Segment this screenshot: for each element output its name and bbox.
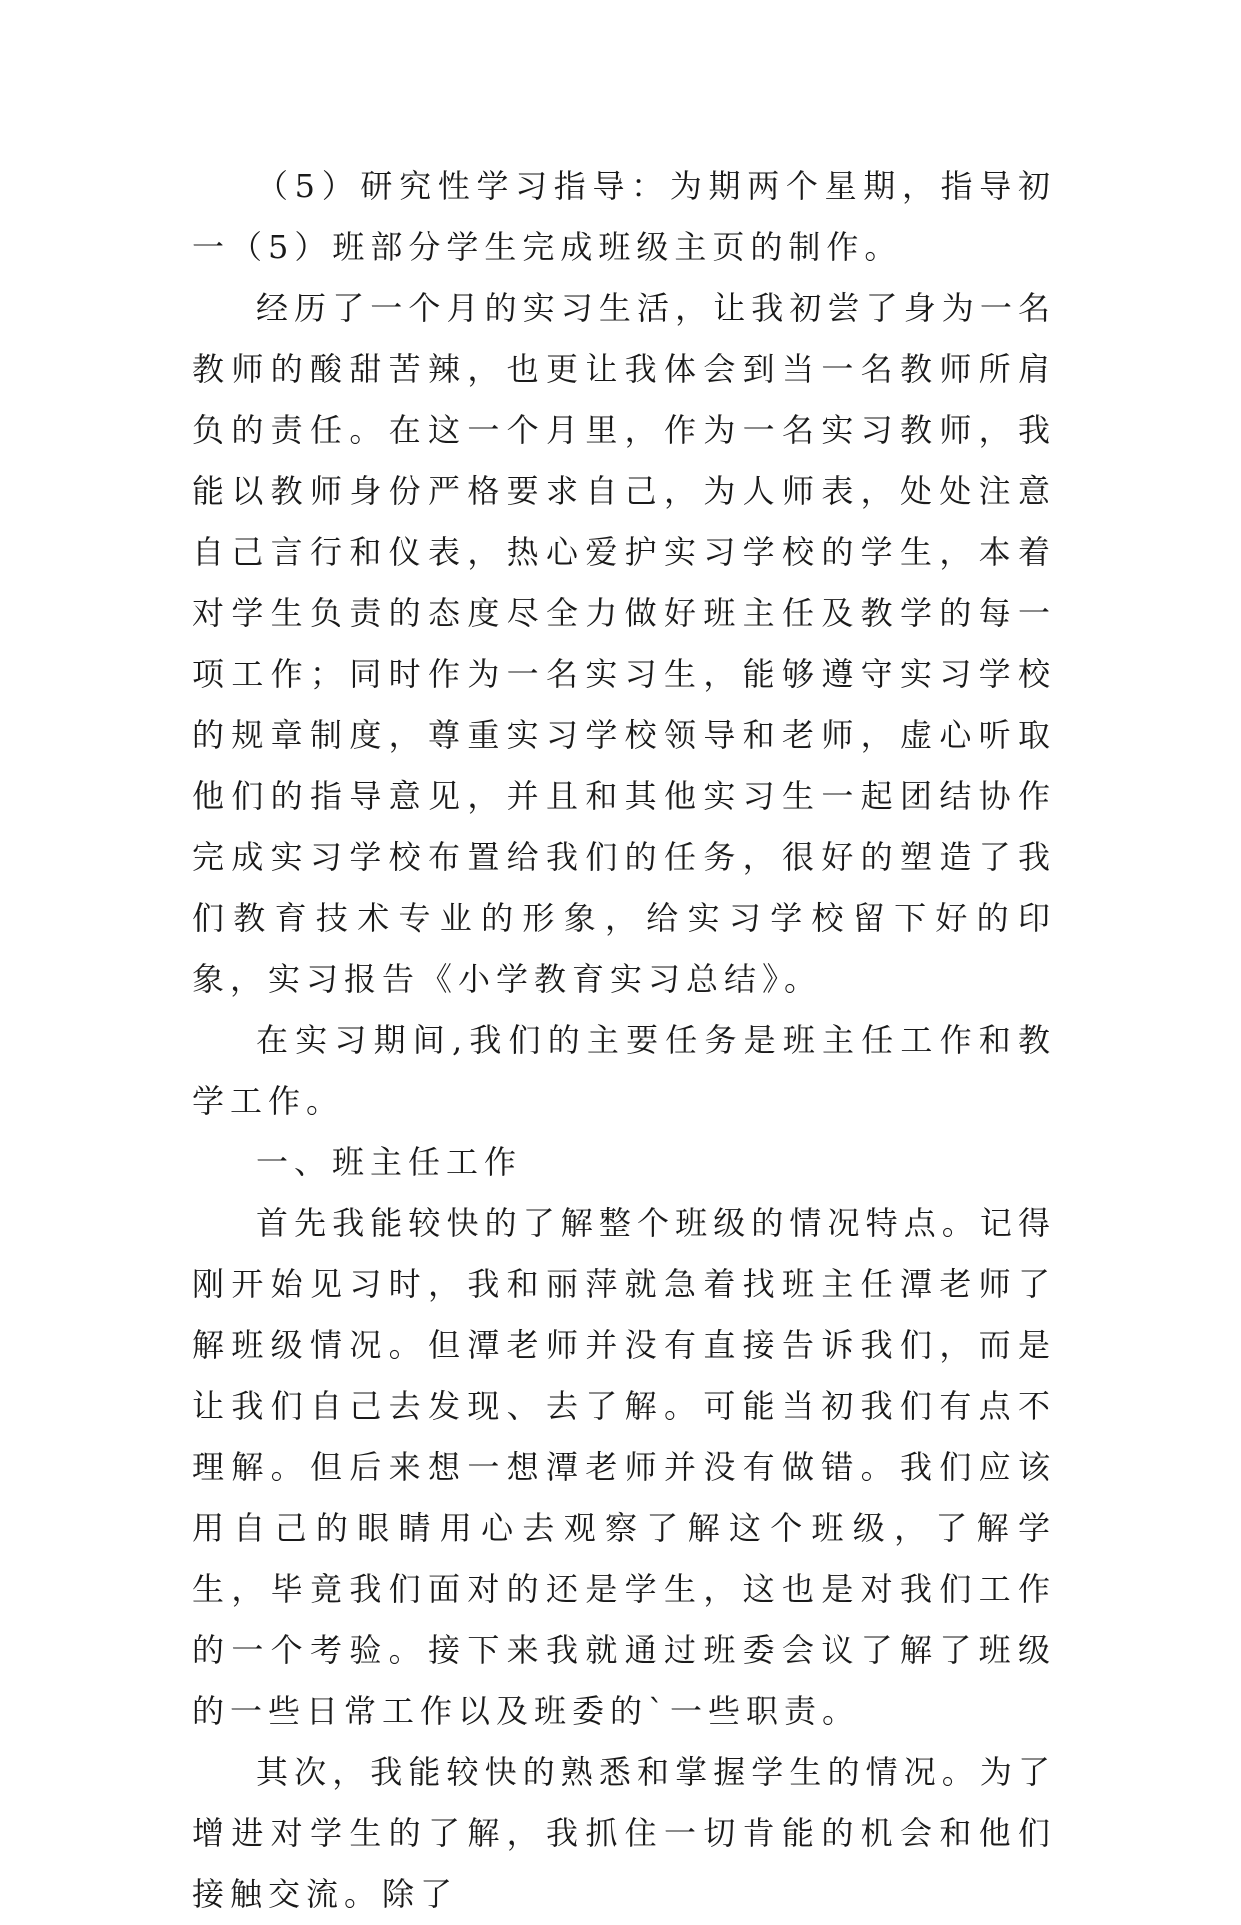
paragraph-internship-reflection: 经历了一个月的实习生活，让我初尝了身为一名教师的酸甜苦辣，也更让我体会到当一名教师所肩负的责任。在这一个月里，作为一名实习教师，我能以教师身份严格要求自己，为人师表，处处注意自己言行和仪表，热心爱护实习学校的学生，本着对学生负责的态度尽全力做好班主任及教学的每一项工作；同时作为一名实习生，能够遵守实习学校的规章制度，尊重实习学校领导和老师，虚心听取他们的指导意见，并且和其他实习生一起团结协作完成实习学校布置给我们的任务，很好的塑造了我们教育技术专业的形象，给实习学校留下好的印象，实习报告《小学教育实习总结》。 — [192, 289, 1056, 998]
paragraph-understanding-class: 首先我能较快的了解整个班级的情况特点。记得刚开始见习时，我和丽萍就急着找班主任潭老师了解班级情况。但潭老师并没有直接告诉我们，而是让我们自己去发现、去了解。可能当初我们有点不理解。但后来想一想潭老师并没有做错。我们应该用自己的眼睛用心去观察了解这个班级，了解学生，毕竟我们面对的还是学生，这也是对我们工作的一个考验。接下来我就通过班委会议了解了班级的一些日常工作以及班委的`一些职责。 — [192, 1204, 1056, 1730]
document-body — [192, 156, 1056, 1925]
paragraph-knowing-students: 其次，我能较快的熟悉和掌握学生的情况。为了增进对学生的了解，我抓住一切肯能的机会和他们接触交流。除了 — [192, 1753, 1056, 1913]
paragraph-research-guidance: （5）研究性学习指导：为期两个星期，指导初一（5）班部分学生完成班级主页的制作。 — [192, 167, 1056, 266]
paragraph-main-tasks: 在实习期间,我们的主要任务是班主任工作和教学工作。 — [192, 1021, 1056, 1120]
section-heading-class-teacher: 一、班主任工作 — [256, 1143, 523, 1181]
